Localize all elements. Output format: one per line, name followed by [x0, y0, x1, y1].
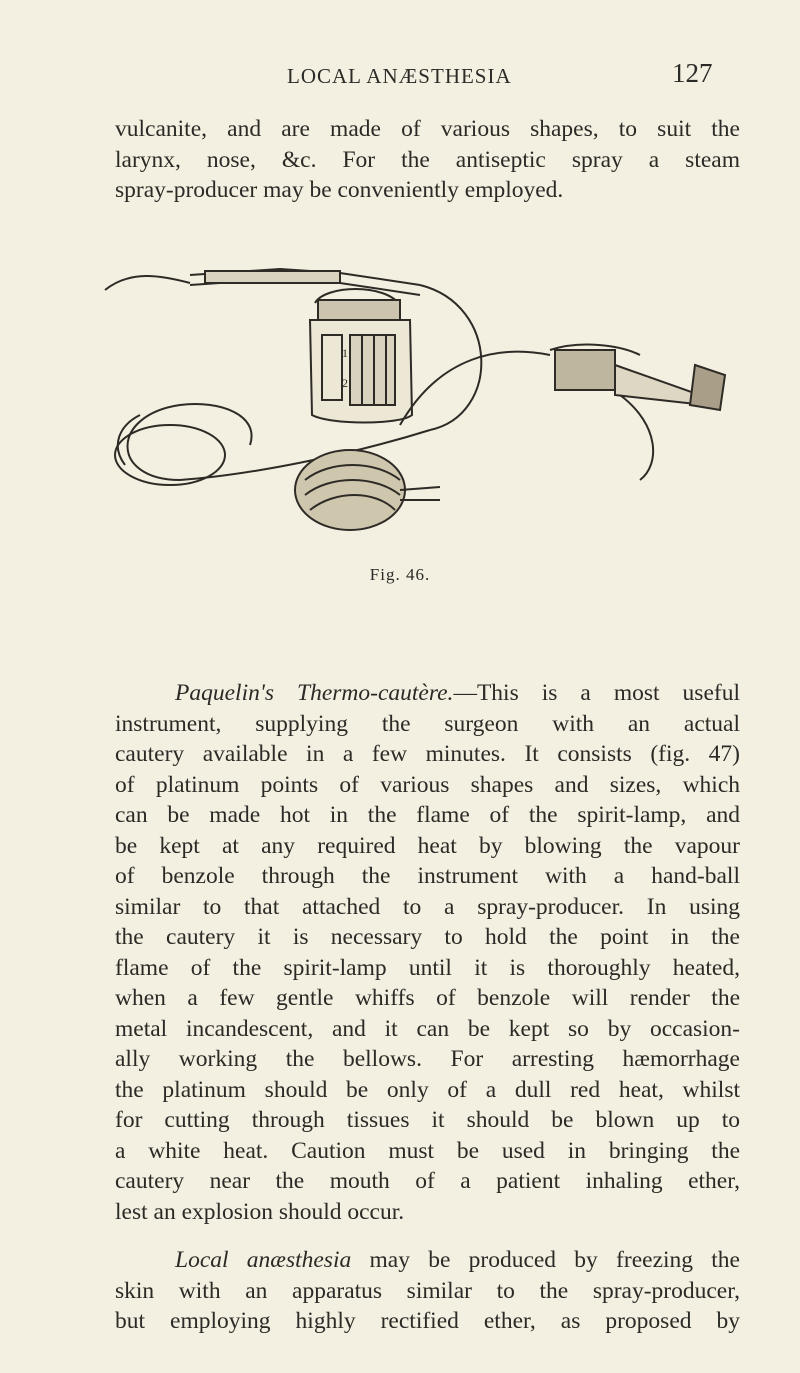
text-line: instrument, supplying the surgeon with an actual	[115, 710, 740, 737]
section-title: Paquelin's Thermo-cautère.	[175, 680, 454, 706]
text-fragment: may be produced by freezing the	[351, 1247, 740, 1273]
text-line: of platinum points of various shapes and sizes, which	[115, 771, 740, 798]
text-line: a white heat. Caution must be used in bringing the	[115, 1137, 740, 1164]
text-line: lest an explosion should occur.	[115, 1198, 405, 1225]
running-head: LOCAL ANÆSTHESIA	[287, 64, 512, 88]
text-line: for cutting through tissues it should be blown up to	[115, 1107, 740, 1133]
text-line: but employing highly rectified ether, as proposed by	[115, 1308, 740, 1334]
figure-label-2: 2	[342, 376, 348, 390]
text-line: cautery near the mouth of a patient inhaling ether,	[115, 1168, 740, 1194]
text-line-first	[115, 1245, 740, 1276]
text-line: when a few gentle whiffs of benzole will render the	[115, 985, 740, 1011]
text-line: flame of the spirit-lamp until it is thoroughly heated,	[115, 954, 740, 981]
thermo-cautere-illustration	[100, 255, 740, 555]
text-line: skin with an apparatus similar to the spray-producer,	[115, 1277, 740, 1304]
text-line: vulcanite, and are made of various shapes, to suit the	[115, 116, 740, 142]
page-number: 127	[672, 58, 713, 88]
text-fragment: —This is a most useful	[453, 680, 740, 706]
text-line: ally working the bellows. For arresting hæmorrhage	[115, 1046, 740, 1072]
text-line: the platinum should be only of a dull red heat, whilst	[115, 1076, 740, 1103]
figure-label-1: 1	[342, 346, 348, 360]
section-title: Local anæsthesia	[175, 1247, 352, 1273]
text-line: cautery available in a few minutes. It consists (fig. 47)	[115, 741, 740, 767]
text-line: spray-producer may be conveniently employed.	[115, 177, 564, 203]
text-line-first	[115, 678, 740, 709]
text-line: can be made hot in the flame of the spirit-lamp, and	[115, 802, 740, 828]
text-line: similar to that attached to a spray-producer. In using	[115, 893, 740, 920]
paragraph-thermo-cautere	[115, 678, 740, 1227]
text-line: metal incandescent, and it can be kept so by occasion-	[115, 1015, 740, 1042]
paragraph-intro	[115, 114, 740, 206]
paragraph-local-anaesthesia	[115, 1245, 740, 1337]
text-line: the cautery it is necessary to hold the point in the	[115, 924, 740, 950]
figure-caption: Fig. 46.	[369, 565, 431, 584]
page-header	[0, 58, 800, 98]
text-line: be kept at any required heat by blowing the vapour	[115, 832, 740, 859]
text-line: larynx, nose, &c. For the antiseptic spray a steam	[115, 146, 740, 173]
text-line: of benzole through the instrument with a hand-ball	[115, 863, 740, 889]
